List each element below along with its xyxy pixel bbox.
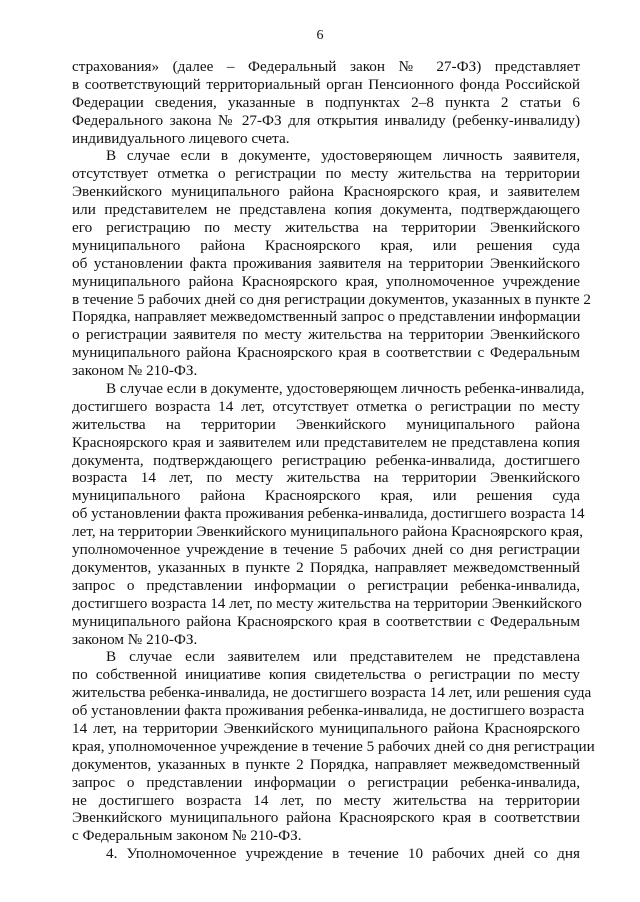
text-line: Эвенкийского муниципального района Красноярского края, и заявителем	[72, 183, 580, 201]
text-line: Федерального закона № 27-ФЗ для открытия инвалиду (ребенку-инвалиду)	[72, 111, 580, 129]
text-line: Красноярского края и заявителем или представителем не представлена копия	[72, 433, 580, 451]
paragraph	[72, 380, 585, 648]
text-line: запрос о представлении информации о регистрации ребенка-инвалида,	[72, 773, 580, 791]
text-line: документа, подтверждающего регистрацию ребенка-инвалида, достигшего	[72, 451, 580, 469]
text-line: законом № 210-ФЗ.	[72, 630, 198, 648]
text-line: страхования» (далее – Федеральный закон № 27-ФЗ) представляет	[72, 58, 580, 75]
text-line: края, уполномоченное учреждение в течение 5 рабочих дней со дня регистрации	[72, 737, 595, 755]
text-line: запрос о представлении информации о регистрации ребенка-инвалида,	[72, 576, 580, 594]
text-line: документов, указанных в пункте 2 Порядка, направляет межведомственный	[72, 755, 580, 773]
text-line: достигшего возраста 14 лет, отсутствует отметка о регистрации по месту	[72, 397, 580, 415]
text-line: уполномоченное учреждение в течение 5 рабочих дней со дня регистрации	[72, 541, 580, 559]
text-line: лет, на территории Эвенкийского муниципального района Красноярского края,	[72, 523, 584, 541]
text-line: муниципального района Красноярского края, или решения суда	[72, 487, 580, 505]
text-line: об установлении факта проживания ребенка-инвалида, не достигшего возраста	[72, 702, 585, 720]
text-line: 4. Уполномоченное учреждение в течение 10 рабочих дней со дня	[106, 845, 580, 863]
text-line: не достигшего возраста 14 лет, по месту жительства на территории	[72, 791, 580, 809]
text-line: по собственной инициативе копия свидетельства о регистрации по месту	[72, 666, 580, 684]
paragraph	[72, 648, 595, 845]
text-line: В случае если заявителем или представителем не представлена	[106, 648, 580, 666]
text-line: документов, указанных в пункте 2 Порядка, направляет межведомственный	[72, 558, 580, 576]
text-line: 14 лет, на территории Эвенкийского муниципального района Красноярского	[72, 719, 580, 737]
text-line: муниципального района Красноярского края в соответствии с Федеральным	[72, 612, 580, 630]
text-line: индивидуального лицевого счета.	[72, 129, 290, 147]
text-line: муниципального района Красноярского края в соответствии с Федеральным	[72, 344, 580, 362]
text-line: В случае если в документе, удостоверяющем личность заявителя,	[106, 147, 580, 165]
text-line: достигшего возраста 14 лет, по месту жительства на территории Эвенкийского	[72, 594, 582, 612]
text-line: Порядка, направляет межведомственный запрос о представлении информации	[72, 308, 581, 326]
text-line: возраста 14 лет, по месту жительства на территории Эвенкийского	[72, 469, 580, 487]
text-line: муниципального района Красноярского края, или решения суда	[72, 236, 580, 254]
document-body	[72, 58, 595, 863]
text-line: или представителем не представлена копия документа, подтверждающего	[72, 201, 580, 219]
text-line: об установлении факта проживания заявителя на территории Эвенкийского	[72, 254, 580, 272]
text-line: в течение 5 рабочих дней со дня регистрации документов, указанных в пункте 2	[72, 290, 591, 308]
text-line: его регистрацию по месту жительства на территории Эвенкийского	[72, 219, 580, 237]
text-line: с Федеральным законом № 210-ФЗ.	[72, 827, 302, 845]
text-line: Эвенкийского муниципального района Красноярского края в соответствии	[72, 809, 580, 827]
text-line: о регистрации заявителя по месту жительства на территории Эвенкийского	[72, 326, 580, 344]
paragraph	[72, 147, 591, 380]
text-line: жительства ребенка-инвалида, не достигшего возраста 14 лет, или решения суда	[72, 684, 592, 702]
paragraph	[72, 58, 580, 147]
text-line: в соответствующий территориальный орган Пенсионного фонда Российской	[72, 75, 580, 93]
text-line: законом № 210-ФЗ.	[72, 362, 198, 380]
text-line: отсутствует отметка о регистрации по месту жительства на территории	[72, 165, 580, 183]
paragraph	[72, 845, 580, 863]
text-line: В случае если в документе, удостоверяющем личность ребенка-инвалида,	[106, 380, 585, 398]
page-number: 6	[316, 28, 324, 43]
text-line: Федерации сведения, указанные в подпунктах 2–8 пункта 2 статьи 6	[72, 93, 580, 111]
text-line: жительства на территории Эвенкийского муниципального района	[72, 415, 580, 433]
text-line: муниципального района Красноярского края, уполномоченное учреждение	[72, 272, 580, 290]
text-line: об установлении факта проживания ребенка-инвалида, достигшего возраста 14	[72, 505, 585, 523]
